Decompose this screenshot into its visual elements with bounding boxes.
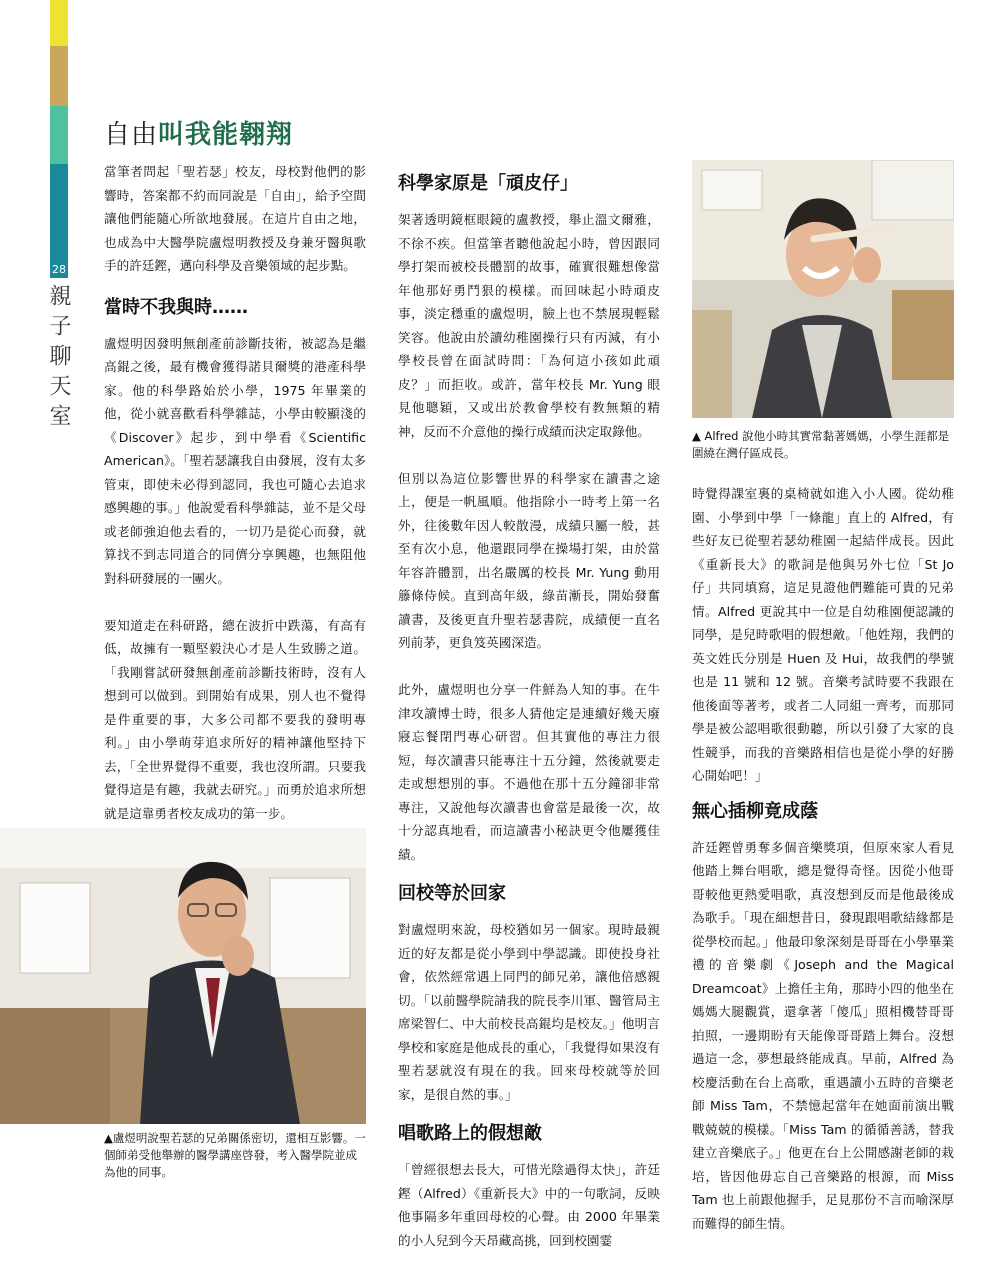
subheading: 無心插柳竟成蔭: [692, 800, 818, 822]
subheading: 科學家原是「頑皮仔」: [398, 173, 578, 194]
photo-caption-alfred: ▲ Alfred 說他小時其實常黏著媽媽，小學生涯都是圍繞在灣仔區成長。: [692, 429, 950, 460]
body-paragraph: 此外，盧煜明也分享一件鮮為人知的事。在牛津攻讀博士時，很多人猜他定是連續好幾天廢寢忘餐閉門專心研習。但其實他的專注力很短，每次讀書只能專注十五分鐘，然後就要走走或想想別的事。不過他在那十五分鐘卻非常專注，又說他每次讀書也會當是最後一次，故十分認真地看，而這讀書小秘訣更令他屢獲佳績。: [398, 682, 660, 862]
color-bar-gold: [50, 46, 68, 106]
subheading: 當時不我與時……: [104, 296, 248, 318]
body-paragraph: 「曾經很想去長大，可惜光陰過得太快」，許廷鏗（Alfred）《重新長大》中的一句歌詞，反映他事隔多年重回母校的心聲。由 2000 年畢業的小人兒到今天昂藏高挑，回到校園霎: [398, 1162, 660, 1248]
intro-paragraph: 當筆者問起「聖若瑟」校友，母校對他們的影響時，答案都不約而同說是「自由」，給予空間讓他們能隨心所欲地發展。在這片自由之地，也成為中大醫學院盧煜明教授及身兼牙醫與歌手的許廷鏗，邁向科學及音樂領域的起步點。: [104, 164, 366, 273]
headline-part-1: 自由: [104, 120, 159, 150]
body-paragraph: 但別以為這位影響世界的科學家在讀書之途上，便是一帆風順。他指除小一時考上第一名外，往後數年因人較散漫，成績只屬一般，甚至有次小息，他還跟同學在操場打架，由於當年容許體罰，出名嚴厲的校長 Mr. Yung 動用籐條侍候。直到高年級，綠苗漸長，開始發奮讀書，及後更直升聖若瑟書院，成績便一直名列前茅，更負笈英國深造。: [398, 470, 660, 650]
color-bar-teal: [50, 164, 68, 262]
subheading: 回校等於回家: [398, 883, 506, 904]
photo-dennis-lo: [0, 828, 366, 1124]
photo-alfred: [692, 160, 954, 418]
photo-alfred-image: [692, 160, 954, 418]
section-title: 親子聊天室: [46, 284, 71, 434]
body-paragraph: 許廷鏗曾勇奪多個音樂獎項，但原來家人看見他踏上舞台唱歌，總是覺得奇怪。因從小他哥哥較他更熱愛唱歌，真沒想到反而是他最後成為歌手。「現在細想昔日，發現跟唱歌結緣都是從學校而起。」他最印象深刻是哥哥在小學畢業禮的音樂劇《Joseph and the Magical Dreamcoat》上擔任主角，那時小四的他坐在媽媽大腿觀賞，還拿著「傻瓜」照相機替哥哥拍照，一邊期盼有天能像哥哥踏上舞台。沒想過這一念，夢想最終能成真。早前，Alfred 為校慶活動在台上高歌，重遇讀小五時的音樂老師 Miss Tam，不禁憶起當年在她面前演出戰戰兢兢的模樣。「Miss Tam 的循循善誘，替我建立音樂底子。」他更在台上公開感謝老師的栽培，皆因他毋忘自己音樂路的根源，而 Miss Tam 也上前跟他握手，足見那份不言而喻深厚而難得的師生情。: [692, 839, 954, 1231]
subheading: 唱歌路上的假想敵: [398, 1123, 542, 1144]
body-paragraph: 架著透明鏡框眼鏡的盧教授，舉止溫文爾雅，不徐不疾。但當筆者聽他說起小時，曾因跟同學打架而被校長體罰的故事，確實很難想像當年他那好勇鬥狠的模樣。而回味起小時頑皮事，淡定穩重的盧煜明，臉上也不禁展現輕鬆笑容。他說由於讀幼稚園操行只有丙減，有小學校長曾在面試時問：「為何這小孩如此頑皮？」而拒收。或許，當年校長 Mr. Yung 眼見他聰穎，又或出於教會學校有教無類的精神，反而不介意他的操行成績而決定取錄他。: [398, 212, 660, 439]
text-column-2: [398, 172, 660, 1252]
color-bar-yellow: [50, 0, 68, 46]
headline-part-2: 叫我能翱翔: [158, 120, 294, 150]
page-number: 28: [52, 263, 66, 276]
body-paragraph: 對盧煜明來說，母校猶如另一個家。現時最親近的好友都是從小學到中學認識。即使投身社會，依然經常遇上同門的師兄弟，讓他倍感親切。「以前醫學院請我的院長李川軍、醫管局主席梁智仁、中大前校長高錕均是校友。」他明言學校和家庭是他成長的重心，「我覺得如果沒有聖若瑟就沒有現在的我。回來母校就等於回家，是很自然的事。」: [398, 922, 660, 1102]
text-column-1: [104, 160, 366, 825]
photo-caption-dennis-lo: ▲盧煜明說聖若瑟的兄弟關係密切，還相互影響。一個師弟受他舉辦的醫學講座啓發，考入醫學院並成為他的同事。: [104, 1131, 366, 1179]
photo-dennis-lo-image: [0, 828, 366, 1124]
body-paragraph: 盧煜明因發明無創產前診斷技術，被認為是繼高錕之後，最有機會獲得諾貝爾獎的港產科學家。他的科學路始於小學，1975 年畢業的他，從小就喜歡看科學雜誌，小學由較顯淺的《Discover》起步，到中學看《Scientific American》。「聖若瑟讓我自由發展，沒有太多管束，即使未必得到認同，我也可隨心去追求感興趣的事。」他說愛看科學雜誌，並不是父母或老師強迫他去看的，一切乃是從心而發，就算找不到志同道合的同儕分享興趣，也無阻他對科研發展的一團火。: [104, 335, 366, 586]
text-column-3: [692, 482, 954, 1235]
body-paragraph: 要知道走在科研路，總在波折中跌蕩，有高有低，故擁有一顆堅毅決心才是人生致勝之道。「我剛嘗試研發無創產前診斷技術時，沒有人想到可以做到。到開始有成果，別人也不覺得是件重要的事，大多公司都不要我的發明專利。」由小學萌芽追求所好的精神讓他堅持下去，「全世界覺得不重要，我也沒所謂。只要我覺得這是有趣，我就去研究。」而勇於追求所想就是這靠勇者校友成功的第一步。: [104, 617, 366, 821]
color-bar-mint: [50, 106, 68, 164]
article-headline: [104, 114, 293, 151]
body-paragraph: 時覺得課室裏的桌椅就如進入小人國。從幼稚園、小學到中學「一條龍」直上的 Alfred，有些好友已從聖若瑟幼稚園一起結伴成長。因此《重新長大》的歌詞是他與另外七位「St Jo 仔」共同填寫，這足見證他們難能可貴的兄弟情。Alfred 更說其中一位是自幼稚園便認識的同學，是兒時歌唱的假想敵。「他姓翔，我們的英文姓氏分別是 Huen 及 Hui，故我們的學號也是 11 號和 12 號。音樂考試時要不我跟在他後面等著考，或者二人同組一齊考，而那同學是被公認唱歌很動聽，所以引發了大家的良性競爭，而我的音樂路相信也是從小學的好勝心開始吧！」: [692, 486, 954, 783]
